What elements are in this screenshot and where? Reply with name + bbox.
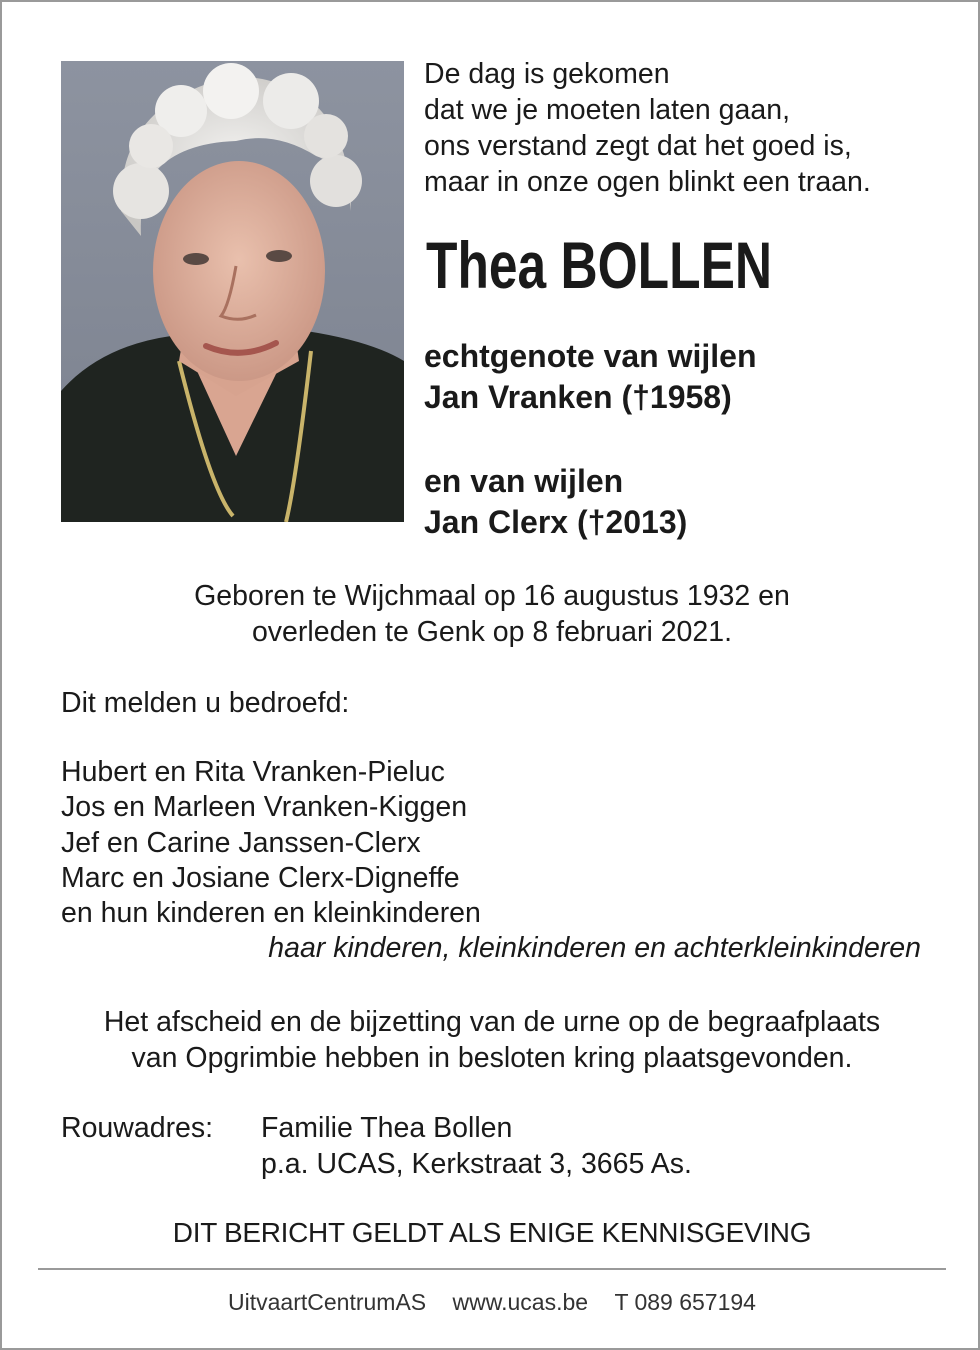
family-summary: haar kinderen, kleinkinderen en achterkleinkinderen [268, 932, 921, 965]
poem-line: De dag is gekomen [424, 58, 670, 90]
birth-line: Geboren te Wijchmaal op 16 augustus 1932 en [194, 580, 790, 612]
poem-line: maar in onze ogen blinkt een traan. [424, 166, 871, 198]
spouse-second-name: Jan Clerx (†2013) [424, 504, 688, 540]
footer-divider [38, 1268, 946, 1270]
family-member: Marc en Josiane Clerx-Digneffe [61, 861, 460, 894]
family-member: Jef en Carine Janssen-Clerx [61, 826, 421, 859]
farewell-line: van Opgrimbie hebben in besloten kring plaatsgevonden. [131, 1042, 853, 1074]
announcement-intro: Dit melden u bedroefd: [61, 687, 350, 719]
family-member: en hun kinderen en kleinkinderen [61, 897, 481, 930]
spouse-first [424, 336, 944, 418]
spouse-first-name: Jan Vranken (†1958) [424, 379, 732, 415]
deceased-name: Thea BOLLEN [426, 228, 773, 302]
address-label: Rouwadres: [61, 1112, 214, 1144]
footer-company: UitvaartCentrumAS [228, 1289, 427, 1315]
farewell-line: Het afscheid en de bijzetting van de urne op de begraafplaats [103, 1006, 881, 1038]
poem-line: dat we je moeten laten gaan, [424, 94, 791, 126]
death-line: overleden te Genk op 8 februari 2021. [251, 616, 733, 648]
family-member: Jos en Marleen Vranken-Kiggen [61, 791, 468, 824]
footer-website[interactable]: www.ucas.be [452, 1289, 589, 1315]
official-notice: DIT BERICHT GELDT ALS ENIGE KENNISGEVING [172, 1217, 812, 1248]
family-list [61, 755, 921, 967]
spouse-second-relation: en van wijlen [424, 463, 624, 499]
birth-death-dates [2, 578, 980, 650]
footer [2, 1287, 980, 1317]
spouse-first-relation: echtgenote van wijlen [424, 338, 757, 374]
family-member: Hubert en Rita Vranken-Pieluc [61, 756, 445, 788]
address-line: p.a. UCAS, Kerkstraat 3, 3665 As. [261, 1148, 692, 1180]
poem-line: ons verstand zegt dat het goed is, [424, 130, 852, 162]
farewell-text [2, 1004, 980, 1076]
poem [424, 56, 944, 200]
footer-phone: T 089 657194 [614, 1289, 756, 1315]
portrait-photo [61, 61, 404, 522]
spouse-second [424, 461, 944, 543]
address-line: Familie Thea Bollen [261, 1112, 513, 1144]
address-value [261, 1110, 692, 1182]
